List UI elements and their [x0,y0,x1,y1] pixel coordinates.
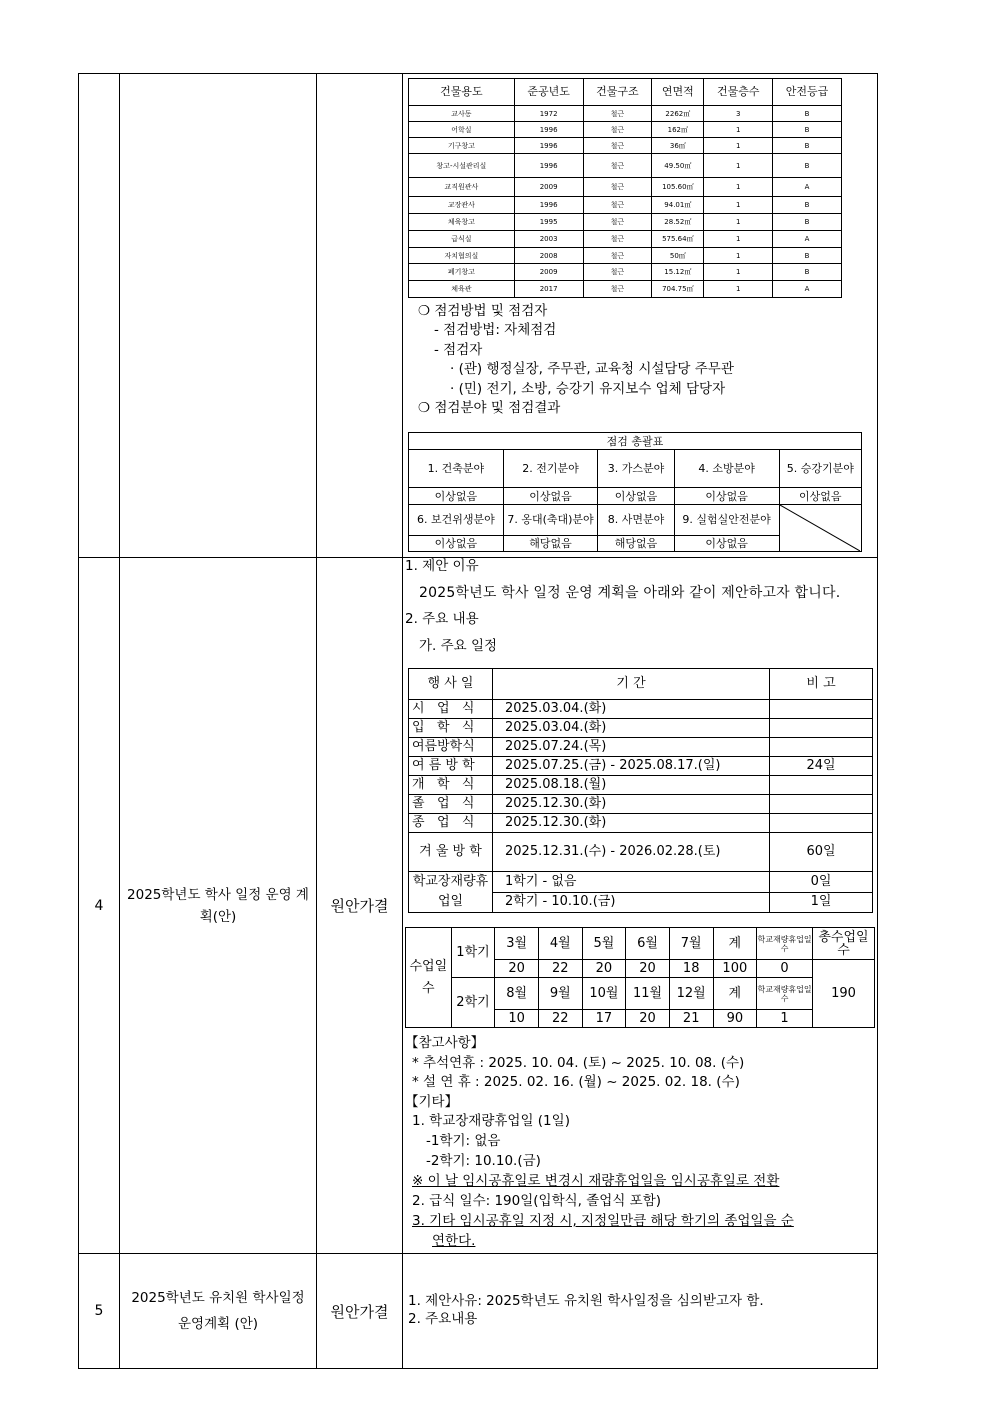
event: 여 름 방 학 [409,757,493,776]
cell: 1 [704,138,773,154]
building-header: 건물층수 [704,79,773,106]
cell: 162㎡ [652,122,704,138]
semester-2: 2학기 [451,978,495,1028]
note [770,719,873,738]
cell: 철근 [583,264,652,281]
row5-result: 원안가결 [330,1302,389,1321]
cell: 49.50㎡ [652,154,704,178]
period: 2025.12.30.(화) [493,814,770,833]
cell: 575.64㎡ [652,231,704,248]
day-count: 1 [757,1010,813,1028]
cell: 2262㎡ [652,106,704,122]
cell: 1 [704,122,773,138]
bullet-inspection-result: ❍ 점검분야 및 점검결과 [418,400,561,416]
total-days-label: 총수업일 수 [812,928,874,960]
table-row [409,776,873,795]
building-header: 연면적 [652,79,704,106]
etc-item-3-cont: 연한다. [432,1233,476,1249]
day-count: 21 [669,1010,713,1028]
cell: 철근 [583,231,652,248]
cell: B [773,154,842,178]
cell: 철근 [583,138,652,154]
cell: 15.12㎡ [652,264,704,281]
row5-number: 5 [94,1303,104,1319]
day-count: 10 [495,1010,539,1028]
cell: 교장관사 [409,197,515,214]
table-row [409,795,873,814]
cell: 8. 사면분야 [598,505,674,536]
etc-sem1: -1학기: 없음 [426,1133,501,1149]
cell: 2009 [514,264,583,281]
cell: 1 [704,214,773,231]
note [770,776,873,795]
building-table [408,78,842,298]
building-header: 준공년도 [514,79,583,106]
inspection-method: - 점검방법: 자체점검 [434,322,557,338]
cell: 이상없음 [503,488,598,505]
month: 계 [713,978,757,1010]
proposal-reason-text: 2025학년도 학사 일정 운영 계획을 아래와 같이 제안하고자 합니다. [419,585,841,601]
cell: 폐기창고 [409,264,515,281]
day-count: 20 [626,1010,670,1028]
cell: 급식실 [409,231,515,248]
note [770,795,873,814]
month: 학교재량휴업일수 [757,978,813,1010]
period: 2025.03.04.(화) [493,700,770,719]
cell: 36㎡ [652,138,704,154]
cell: A [773,281,842,298]
cell: 교사동 [409,106,515,122]
table-row [409,738,873,757]
cell: B [773,264,842,281]
cell: 1996 [514,138,583,154]
table-row [409,248,842,264]
cell: 이상없음 [674,535,779,551]
cell: 철근 [583,214,652,231]
note: 24일 [770,757,873,776]
cell: 이상없음 [409,488,504,505]
note [770,738,873,757]
table-row [409,106,842,122]
period: 2025.07.24.(목) [493,738,770,757]
frame-top [78,73,878,74]
cell: 50㎡ [652,248,704,264]
etc-note: ※ 이 날 임시공휴일로 변경시 재량휴업일을 임시공휴일로 전환 [412,1173,780,1189]
month: 10월 [582,978,626,1010]
summary-title: 점검 총괄표 [409,433,862,450]
lunar-holiday: * 설 연 휴 : 2025. 02. 16. (월) ~ 2025. 02. 18. (수) [412,1074,740,1090]
period: 1학기 - 없음 [493,872,770,893]
table-row [409,197,842,214]
main-content-heading: 2. 주요 내용 [405,611,479,627]
cell: 철근 [583,197,652,214]
building-header: 건물용도 [409,79,515,106]
cell: B [773,138,842,154]
note: 1일 [770,892,873,913]
table-row [409,757,873,776]
period: 2025.12.31.(수) - 2026.02.28.(토) [493,833,770,872]
table-row [409,281,842,298]
cell: 철근 [583,122,652,138]
cell: 2008 [514,248,583,264]
table-row [409,178,842,197]
main-schedule-heading: 가. 주요 일정 [419,638,498,654]
row5-title: 2025학년도 유치원 학사일정 운영계획 (안) [131,1290,305,1332]
period: 2025.12.30.(화) [493,795,770,814]
semester-1: 1학기 [451,928,495,978]
cell: 1972 [514,106,583,122]
inspector-gov: · (관) 행정실장, 주무관, 교육청 시설담당 주무관 [450,361,734,377]
period: 2025.03.04.(화) [493,719,770,738]
cell: 1 [704,154,773,178]
cell: B [773,248,842,264]
chuseok-holiday: * 추석연휴 : 2025. 10. 04. (토) ~ 2025. 10. 08. (수) [412,1055,745,1071]
frame-col3 [402,73,403,1369]
event: 시 업 식 [409,700,493,719]
etc-heading: 【기타】 [405,1094,459,1110]
etc-item-1: 1. 학교장재량휴업일 (1일) [412,1113,570,1129]
month: 계 [713,928,757,960]
month: 7월 [669,928,713,960]
table-row [409,719,873,738]
day-count: 22 [538,1010,582,1028]
cell: 7. 옹대(축대)분야 [503,505,598,536]
cell: 철근 [583,154,652,178]
reference-heading: 【참고사항】 [405,1035,485,1051]
cell: 2003 [514,231,583,248]
schedule-table [408,668,873,913]
class-days-table [405,927,875,1028]
event: 여름방학식 [409,738,493,757]
empty-diagonal-cell [779,505,861,552]
cell: 4. 소방분야 [674,450,779,488]
table-row [409,264,842,281]
cell: B [773,214,842,231]
table-row [409,700,873,719]
table-row [409,814,873,833]
cell: 1 [704,248,773,264]
month: 5월 [582,928,626,960]
bullet-inspection-method: ❍ 점검방법 및 점검자 [418,303,548,319]
cell: 철근 [583,106,652,122]
day-count: 17 [582,1010,626,1028]
cell: 철근 [583,281,652,298]
day-count: 0 [757,960,813,978]
frame-right [877,73,878,1369]
day-count: 20 [582,960,626,978]
cell: 철근 [583,178,652,197]
cell: 704.75㎡ [652,281,704,298]
row4-title: 2025학년도 학사 일정 운영 계획(안) [127,886,309,925]
row4-number: 4 [94,897,104,914]
etc-item-3: 3. 기타 임시공휴일 지정 시, 지정일만큼 해당 학기의 종업일을 순 [412,1213,794,1229]
day-count: 20 [495,960,539,978]
day-count: 90 [713,1010,757,1028]
cell: 1. 건축분야 [409,450,504,488]
cell: 3. 가스분야 [598,450,674,488]
month: 6월 [626,928,670,960]
cell: 해당없음 [598,535,674,551]
month: 9월 [538,978,582,1010]
frame-bottom [78,1368,878,1369]
building-header: 건물구조 [583,79,652,106]
cell: 1 [704,178,773,197]
etc-item-2: 2. 급식 일수: 190일(입학식, 졸업식 포함) [412,1193,662,1209]
cell: 105.60㎡ [652,178,704,197]
class-days-label: 수업일수 [406,928,452,1028]
inspector-label: - 점검자 [434,342,483,358]
table-row [409,122,842,138]
cell: 창고-시설관리실 [409,154,515,178]
table-row [409,154,842,178]
cell: 28.52㎡ [652,214,704,231]
row5-content-heading: 2. 주요내용 [408,1311,478,1327]
cell: A [773,178,842,197]
period: 2학기 - 10.10.(금) [493,892,770,913]
cell: 1 [704,231,773,248]
cell: 해당없음 [503,535,598,551]
table-row [409,138,842,154]
day-count: 18 [669,960,713,978]
month: 학교재량휴업일수 [757,928,813,960]
month: 11월 [626,978,670,1010]
day-count: 22 [538,960,582,978]
cell: 체육창고 [409,214,515,231]
diagonal-line [780,505,860,551]
cell: 자치협의실 [409,248,515,264]
cell: 1996 [514,197,583,214]
cell: 이상없음 [598,488,674,505]
cell: 1995 [514,214,583,231]
row5-reason: 1. 제안사유: 2025학년도 유치원 학사일정을 심의받고자 함. [408,1293,764,1309]
month: 4월 [538,928,582,960]
cell: A [773,231,842,248]
note: 0일 [770,872,873,893]
cell: 기구창고 [409,138,515,154]
cell: 3 [704,106,773,122]
event: 입 학 식 [409,719,493,738]
note: 60일 [770,833,873,872]
cell: 5. 승강기분야 [779,450,861,488]
day-count: 20 [626,960,670,978]
cell: 교직원관사 [409,178,515,197]
month: 3월 [495,928,539,960]
event: 졸 업 식 [409,795,493,814]
table-row [409,833,873,872]
schedule-header: 비 고 [770,669,873,700]
building-header: 안전등급 [773,79,842,106]
cell: 어학실 [409,122,515,138]
table-row [409,214,842,231]
row4-result: 원안가결 [330,897,389,915]
table-row [409,872,873,893]
table-row [409,231,842,248]
month: 12월 [669,978,713,1010]
cell: 이상없음 [779,488,861,505]
cell: 9. 실험실안전분야 [674,505,779,536]
schedule-header: 기 간 [493,669,770,700]
cell: 1996 [514,154,583,178]
event: 종 업 식 [409,814,493,833]
cell: 철근 [583,248,652,264]
event: 학교장재량휴업일 [409,872,493,913]
inspection-summary-table [408,432,862,552]
proposal-reason-heading: 1. 제안 이유 [405,558,479,574]
note [770,814,873,833]
cell: 이상없음 [674,488,779,505]
cell: 94.01㎡ [652,197,704,214]
cell: 1996 [514,122,583,138]
period: 2025.07.25.(금) - 2025.08.17.(일) [493,757,770,776]
cell: 1 [704,281,773,298]
cell: 2009 [514,178,583,197]
month: 8월 [495,978,539,1010]
etc-sem2: -2학기: 10.10.(금) [426,1153,541,1169]
cell: B [773,197,842,214]
day-count: 100 [713,960,757,978]
cell: 2017 [514,281,583,298]
total-days: 190 [812,960,874,1028]
cell: B [773,106,842,122]
event: 개 학 식 [409,776,493,795]
inspector-private: · (민) 전기, 소방, 승강기 유지보수 업체 담당자 [450,381,726,397]
cell: 1 [704,264,773,281]
schedule-header: 행 사 일 [409,669,493,700]
cell: 1 [704,197,773,214]
period: 2025.08.18.(월) [493,776,770,795]
cell: 이상없음 [409,535,504,551]
cell: 6. 보건위생분야 [409,505,504,536]
event: 겨 울 방 학 [409,833,493,872]
cell: 체육관 [409,281,515,298]
cell: B [773,122,842,138]
note [770,700,873,719]
cell: 2. 전기분야 [503,450,598,488]
